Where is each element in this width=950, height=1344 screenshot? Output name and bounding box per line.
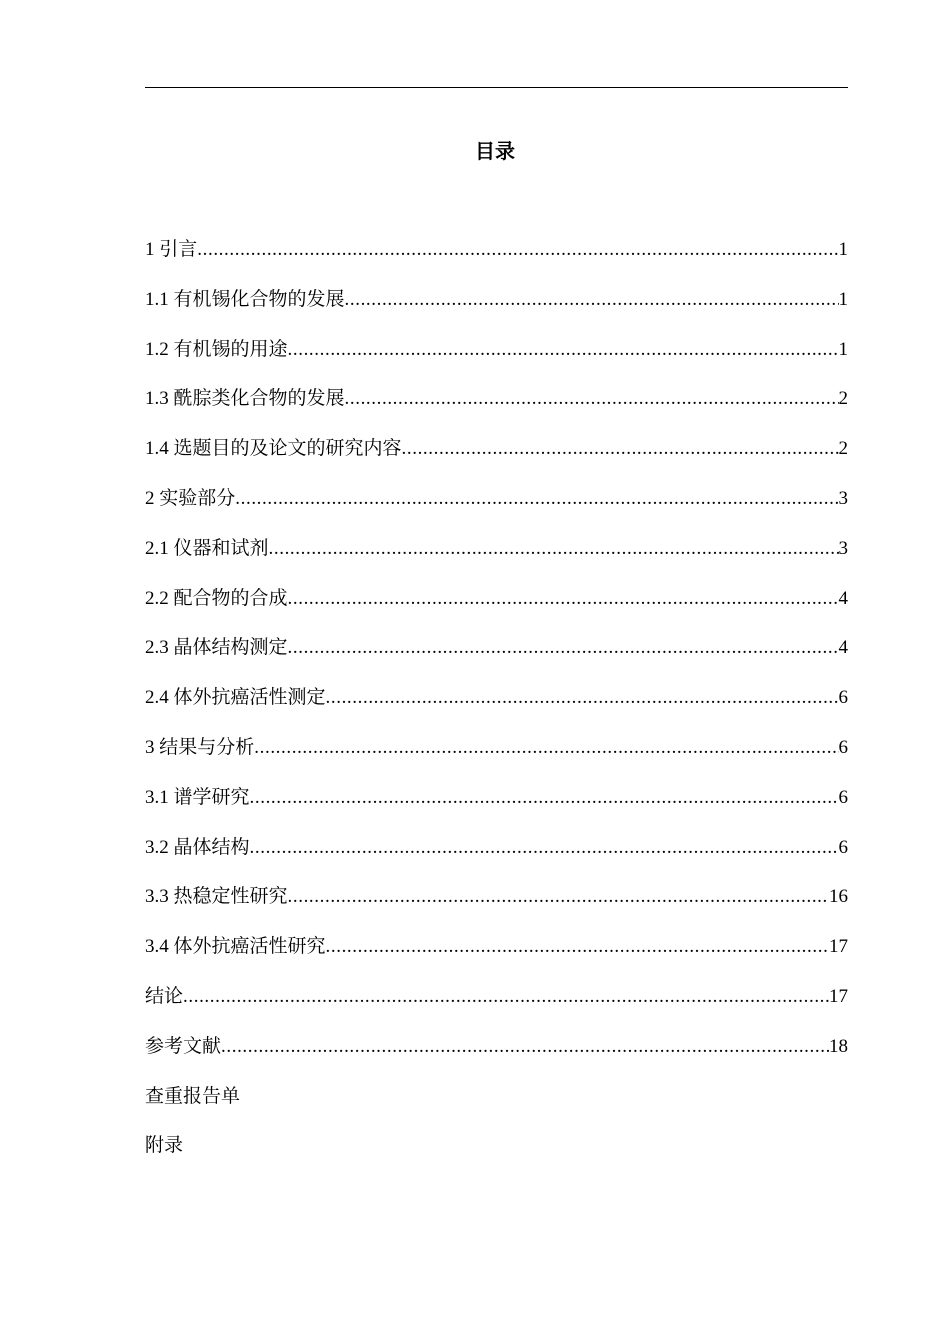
table-of-contents <box>145 236 848 1182</box>
toc-entry[interactable] <box>145 684 848 734</box>
toc-entry-label: 查重报告单 <box>145 1085 241 1107</box>
toc-entry-label: 1.1 有机锡化合物的发展 <box>145 288 345 310</box>
toc-entry-page-number: 6 <box>838 736 848 758</box>
toc-entry-label: 3.3 热稳定性研究 <box>145 886 288 908</box>
toc-entry[interactable] <box>145 1033 848 1083</box>
toc-entry[interactable] <box>145 585 848 635</box>
toc-dot-leader <box>326 933 829 961</box>
toc-entry-page-number: 1 <box>838 288 848 310</box>
toc-entry[interactable] <box>145 1132 848 1182</box>
toc-dot-leader <box>288 585 839 613</box>
toc-entry[interactable] <box>145 883 848 933</box>
toc-entry[interactable] <box>145 634 848 684</box>
toc-dot-leader <box>235 485 838 513</box>
toc-entry-label: 3.4 体外抗癌活性研究 <box>145 936 326 958</box>
toc-entry[interactable] <box>145 535 848 585</box>
toc-dot-leader <box>288 634 839 662</box>
toc-entry-label: 2.1 仪器和试剂 <box>145 537 269 559</box>
toc-dot-leader <box>254 734 838 762</box>
toc-entry[interactable] <box>145 286 848 336</box>
toc-dot-leader <box>250 784 839 812</box>
toc-entry-page-number: 4 <box>838 637 848 659</box>
toc-entry[interactable] <box>145 983 848 1033</box>
toc-dot-leader <box>288 883 829 911</box>
toc-entry-page-number: 3 <box>838 487 848 509</box>
toc-entry-page-number: 4 <box>838 587 848 609</box>
toc-entry[interactable] <box>145 236 848 286</box>
toc-entry-label: 1.3 酰腙类化合物的发展 <box>145 388 345 410</box>
toc-entry-label: 结论 <box>145 985 184 1007</box>
toc-entry-label: 3.2 晶体结构 <box>145 836 250 858</box>
toc-entry[interactable] <box>145 385 848 435</box>
toc-entry-page-number: 6 <box>838 836 848 858</box>
toc-entry-label: 2.2 配合物的合成 <box>145 587 288 609</box>
toc-dot-leader <box>345 286 839 314</box>
toc-entry-page-number: 6 <box>838 786 848 808</box>
toc-entry-label: 3.1 谱学研究 <box>145 786 250 808</box>
toc-dot-leader <box>345 385 839 413</box>
toc-entry-label: 附录 <box>145 1135 184 1157</box>
toc-entry[interactable] <box>145 784 848 834</box>
toc-entry-page-number: 2 <box>838 438 848 460</box>
toc-dot-leader <box>221 1033 829 1061</box>
toc-entry[interactable] <box>145 485 848 535</box>
toc-entry[interactable] <box>145 834 848 884</box>
toc-dot-leader <box>269 535 839 563</box>
toc-entry-label: 参考文献 <box>145 1035 222 1057</box>
toc-entry-label: 2 实验部分 <box>145 487 236 509</box>
toc-entry-label: 3 结果与分析 <box>145 736 255 758</box>
toc-entry[interactable] <box>145 336 848 386</box>
toc-dot-leader <box>288 336 839 364</box>
toc-entry[interactable] <box>145 734 848 784</box>
toc-entry-page-number: 16 <box>829 886 848 908</box>
toc-entry-page-number: 1 <box>838 338 848 360</box>
toc-entry-label: 1 引言 <box>145 239 198 260</box>
toc-entry-page-number: 2 <box>838 388 848 410</box>
toc-dot-leader <box>250 834 839 862</box>
toc-entry-page-number: 17 <box>829 985 848 1007</box>
toc-entry-label: 1.4 选题目的及论文的研究内容 <box>145 438 402 460</box>
toc-dot-leader <box>183 983 829 1011</box>
toc-dot-leader <box>197 236 838 264</box>
toc-entry-page-number: 3 <box>838 537 848 559</box>
toc-dot-leader <box>402 435 839 463</box>
toc-dot-leader <box>326 684 839 712</box>
toc-entry-label: 1.2 有机锡的用途 <box>145 338 288 360</box>
toc-entry-page-number: 1 <box>838 239 848 260</box>
toc-entry-page-number: 6 <box>838 687 848 709</box>
toc-title: 目录 <box>475 139 515 163</box>
toc-entry-label: 2.4 体外抗癌活性测定 <box>145 687 326 709</box>
toc-entry[interactable] <box>145 1083 848 1133</box>
toc-entry-page-number: 17 <box>829 936 848 958</box>
toc-entry-label: 2.3 晶体结构测定 <box>145 637 288 659</box>
header-rule <box>145 87 848 88</box>
toc-entry[interactable] <box>145 933 848 983</box>
toc-entry[interactable] <box>145 435 848 485</box>
toc-entry-page-number: 18 <box>829 1035 848 1057</box>
